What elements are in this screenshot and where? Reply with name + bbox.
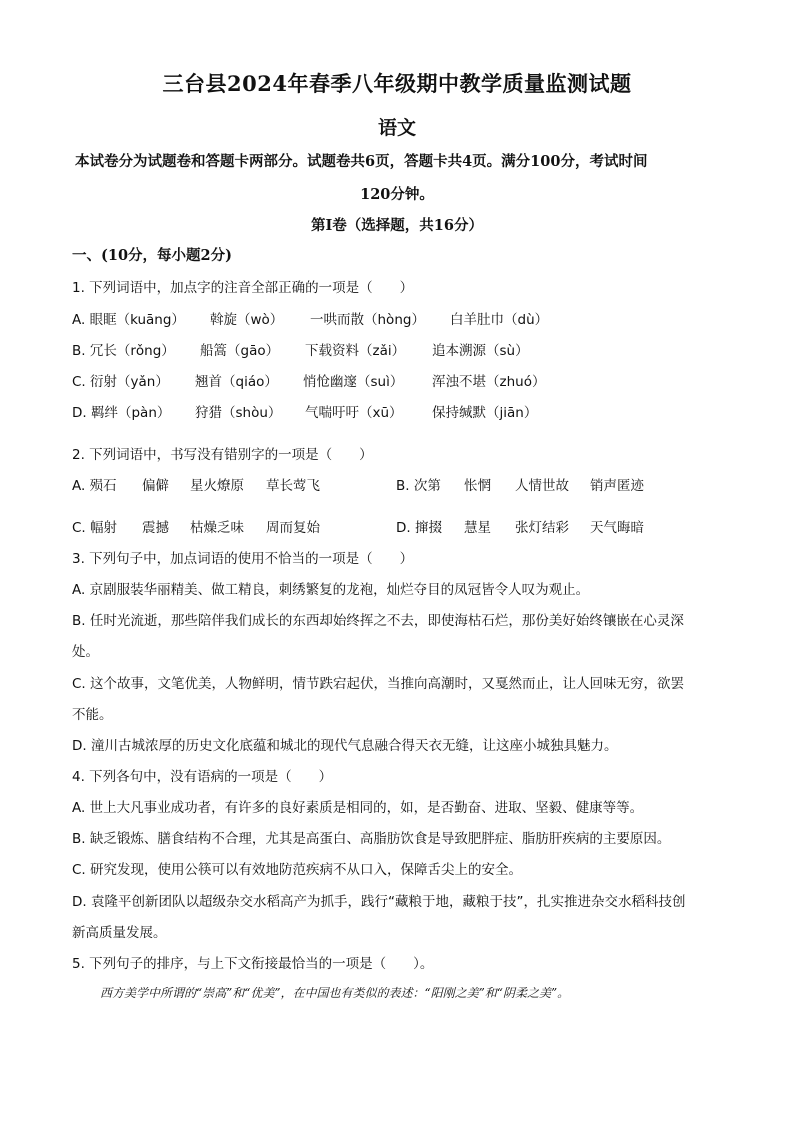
q1-option-d-3: 气喘吁吁（xū） (305, 405, 403, 421)
q4-option-c: C. 研究发现，使用公筷可以有效地防范疾病不从口入，保障舌尖上的安全。 (72, 862, 523, 878)
q1-option-b-3: 下载资料（zǎi） (305, 343, 406, 359)
q2-option-b-4: 销声匿迹 (590, 478, 644, 494)
section-heading: 一、(10分，每小题2分) (72, 247, 232, 264)
q1-option-a-3: 一哄而散（hòng） (310, 312, 425, 328)
q2-option-d-1: D. 撺掇 (396, 520, 442, 536)
q4-option-d-line1: D. 袁隆平创新团队以超级杂交水稻高产为抓手，践行“藏粮于地，藏粮于技”，扎实推进杂交水稻科技创 (72, 894, 686, 910)
q3-option-c-line1: C. 这个故事，文笔优美，人物鲜明，情节跌宕起伏，当推向高潮时，又戛然而止，让人回味无穷，欲罢 (72, 676, 685, 692)
q1-option-a-2: 斡旋（wò） (210, 312, 284, 328)
q1-option-d-1: D. 羁绊（pàn） (72, 405, 171, 421)
q3-option-d: D. 潼川古城浓厚的历史文化底蕴和城北的现代气息融合得天衣无缝，让这座小城独具魅力。 (72, 738, 618, 754)
subject-title: 语文 (377, 117, 416, 139)
q5-context-quote: 西方美学中所谓的“崇高”和“优美”，在中国也有类似的表述：“阳刚之美”和“阴柔之美”。 (100, 986, 570, 1000)
q2-stem: 2. 下列词语中，书写没有错别字的一项是（ ） (72, 447, 373, 463)
q2-option-a-3: 星火燎原 (190, 478, 244, 494)
intro-line-2: 120分钟。 (360, 186, 434, 203)
exam-title: 三台县2024年春季八年级期中教学质量监测试题 (162, 71, 632, 96)
q3-stem: 3. 下列句子中，加点词语的使用不恰当的一项是（ ） (72, 551, 414, 567)
q1-option-c-2: 翘首（qiáo） (195, 374, 278, 390)
q2-option-b-1: B. 次第 (396, 478, 441, 494)
q4-stem: 4. 下列各句中，没有语病的一项是（ ） (72, 769, 333, 785)
q2-option-d-3: 张灯结彩 (515, 520, 569, 536)
q2-option-c-1: C. 幅射 (72, 520, 118, 536)
q2-option-c-2: 震撼 (142, 520, 169, 536)
q3-option-a: A. 京剧服装华丽精美、做工精良，刺绣繁复的龙袍，灿烂夺目的凤冠皆令人叹为观止。 (72, 582, 590, 598)
q1-option-b-2: 船篙（gāo） (200, 343, 280, 359)
q1-option-a-4: 白羊肚巾（dù） (450, 312, 549, 328)
q1-option-c-1: C. 衍射（yǎn） (72, 374, 169, 390)
q5-stem: 5. 下列句子的排序，与上下文衔接最恰当的一项是（ ）。 (72, 956, 434, 972)
q1-stem: 1. 下列词语中，加点字的注音全部正确的一项是（ ） (72, 280, 414, 296)
q4-option-d-line2: 新高质量发展。 (72, 925, 167, 941)
q2-option-b-2: 怅惘 (464, 478, 491, 494)
q1-option-b-1: B. 冗长（rǒng） (72, 343, 175, 359)
q2-option-b-3: 人情世故 (515, 478, 569, 494)
q1-option-d-2: 狩猎（shòu） (195, 405, 282, 421)
q4-option-b: B. 缺乏锻炼、膳食结构不合理，尤其是高蛋白、高脂肪饮食是导致肥胖症、脂肪肝疾病的主要原因。 (72, 831, 671, 847)
q2-option-a-2: 偏僻 (142, 478, 169, 494)
q2-option-d-4: 天气晦暗 (590, 520, 644, 536)
q2-option-a-1: A. 殒石 (72, 478, 117, 494)
q1-option-a-1: A. 眼眶（kuāng） (72, 312, 185, 328)
q3-option-b-line2: 处。 (72, 644, 99, 660)
q2-option-c-4: 周而复始 (266, 520, 320, 536)
q3-option-b-line1: B. 任时光流逝，那些陪伴我们成长的东西却始终挥之不去，即使海枯石烂，那份美好始终镶嵌在心灵深 (72, 613, 684, 629)
q1-option-d-4: 保持缄默（jiān） (432, 405, 538, 421)
intro-line-1: 本试卷分为试题卷和答题卡两部分。试题卷共6页，答题卡共4页。满分100分，考试时间 (75, 153, 648, 170)
q2-option-a-4: 草长莺飞 (266, 478, 320, 494)
q1-option-c-3: 悄怆幽邃（suì） (303, 374, 404, 390)
q3-option-c-line2: 不能。 (72, 707, 113, 723)
q2-option-d-2: 慧星 (464, 520, 491, 536)
q1-option-b-4: 追本溯源（sù） (432, 343, 529, 359)
q4-option-a: A. 世上大凡事业成功者，有许多的良好素质是相同的，如，是否勤奋、进取、坚毅、健康等等。 (72, 800, 644, 816)
part-title: 第Ⅰ卷（选择题，共16分） (311, 217, 483, 234)
q1-option-c-4: 浑浊不堪（zhuó） (432, 374, 546, 390)
q2-option-c-3: 枯燥乏味 (190, 520, 244, 536)
